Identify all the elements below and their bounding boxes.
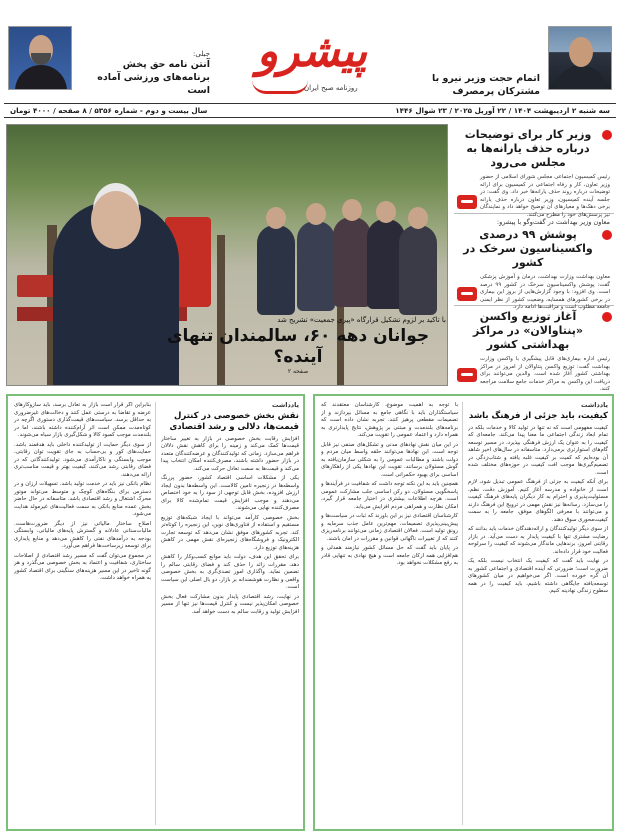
side-story-title: وزیر کار برای توضیحات درباره حذف یارانه‌ها به مجلس می‌رود (464, 128, 592, 169)
side-story-title: آغاز توزیع واکسن «پنتاوالان» در مراکز بهداشتی کشور (473, 310, 583, 351)
issue-date: سه شنبه ۲ اردیبهشت ۱۴۰۴ / ۲۲ آوریل ۲۰۲۵ / ۲۳ شوال ۱۴۴۶ (395, 106, 610, 115)
logo-swoosh (252, 80, 308, 94)
column-divider (155, 402, 156, 825)
newspaper-logo[interactable] (244, 26, 380, 102)
article-paragraph: یکی از مشکلات اساسی اقتصاد کشور، حضور پررنگ واسطه‌ها در زنجیره تامین کالاست. این واسطه‌ها بدون ایجاد ارزش افزوده، بخش قابل توجهی از سود را به خود اختصاص می‌دهند و موجب افزایش قیمت تمام‌شده کالا برای مصرف‌کننده نهایی می‌شوند. (161, 475, 299, 511)
article-paragraph: کیفیت مفهومی است که نه تنها در تولید کالا و خدمات بلکه در تمام ابعاد زندگی اجتماعی ما معنا پیدا می‌کند. جامعه‌ای که کیفیت را به عنوان یک ارزش فرهنگی بپذیرد، در مسیر توسعه گام‌های استوارتری برمی‌دارد. متاسفانه در سال‌های اخیر شاهد آن بوده‌ایم که کمیت بر کیفیت غلبه یافته و شتاب‌زدگی در تصمیم‌گیری‌ها موجب افت کیفیت در حوزه‌های مختلف شده است. (468, 424, 608, 476)
lead-page-ref: صفحه ۲ (287, 368, 309, 375)
bullet-dot-icon (602, 230, 612, 240)
article-paragraph: از سوی دیگر تولیدکنندگان و ارائه‌دهندگان خدمات باید بدانند که رضایت مشتری تنها با کیفیت پایدار به دست می‌آید. در بازار رقابتی امروز، برندهایی ماندگار می‌شوند که کیفیت را سرلوحه فعالیت خود قرار داده‌اند. (468, 526, 608, 555)
headline-teaser-right[interactable]: اتمام حجت وزیر نیرو با مشترکان پرمصرف (432, 73, 540, 97)
article-paragraph: در نهایت باید گفت که کیفیت یک انتخاب نیست بلکه یک ضرورت است؛ ضرورتی که آینده اقتصادی و اجتماعی کشور به آن گره خورده است. اگر می‌خواهیم در میان کشورهای توسعه‌یافته جایگاهی داشته باشیم، باید کیفیت را در همه سطوح زندگی نهادینه کنیم. (468, 558, 608, 594)
article-paragraph: در نهایت، رشد اقتصادی پایدار بدون مشارکت فعال بخش خصوصی امکان‌پذیر نیست و کنترل قیمت‌ها نیز تنها از مسیر افزایش تولید و رقابت سالم به دست خواهد آمد. (161, 593, 299, 615)
article-frame-right (313, 394, 614, 831)
article-paragraph: در مجموع می‌توان گفت که مسیر رشد اقتصادی از اصلاحات ساختاری، شفافیت و اعتماد به بخش خصوصی می‌گذرد و هر گونه تاخیر در این مسیر هزینه‌های سنگینی برای اقتصاد کشور به همراه خواهد داشت. (14, 552, 151, 581)
article-title: کیفیت، باید جزئی از فرهنگ باشد (468, 410, 608, 421)
side-story[interactable] (454, 214, 614, 311)
logo-wordmark: پیشرو (256, 26, 368, 77)
logo-tagline: روزنامه صبح ایران (304, 84, 358, 92)
issue-number: سال بیست و دوم - شماره ۵۳۵۶ / ۸ صفحه / ۴۰۰۰ تومان (10, 106, 208, 115)
publication-logo-icon (457, 368, 477, 382)
article-frame-left (6, 394, 305, 831)
article-paragraph: برای آنکه کیفیت به جزئی از فرهنگ عمومی تبدیل شود، لازم است از خانواده و مدرسه آغاز کنیم. آموزش دقت، نظم، مسئولیت‌پذیری و احترام به کار دیگران پایه‌های فرهنگ کیفیت را می‌سازد. رسانه‌ها نیز نقش مهمی در ترویج این فرهنگ دارند و می‌توانند با معرفی الگوهای موفق، جامعه را به سمت کیفیت‌محوری سوق دهند. (468, 479, 608, 523)
article-paragraph: در این میان نقش نهادهای مدنی و تشکل‌های صنفی نیز قابل توجه است. این نهادها می‌توانند حلقه واسط میان مردم و دولت باشند و مطالبات عمومی را به شکلی سازمان‌یافته به گوش مسئولان برسانند. تقویت این نهادها یکی از راهکارهای اساسی برای بهبود حکمرانی است. (321, 441, 458, 478)
headline-teaser-left[interactable] (80, 50, 210, 97)
bullet-dot-icon (602, 312, 612, 322)
article-culture[interactable] (468, 402, 608, 825)
article-kicker: یادداشت (271, 402, 299, 409)
article-paragraph: نظام بانکی نیز باید در خدمت تولید باشد. تسهیلات ارزان و در دسترس برای بنگاه‌های کوچک و متوسط می‌تواند موتور محرک اشتغال و رشد اقتصادی باشد. متاسفانه در حال حاضر بخش عمده منابع بانکی به سمت فعالیت‌های غیرمولد هدایت می‌شود. (14, 481, 151, 517)
side-story-body: رئیس کمیسیون اجتماعی مجلس شورای اسلامی از حضور وزیر تعاون، کار و رفاه اجتماعی در کمیسیون برای ارائه توضیحات درباره روند حذف یارانه‌ها خبر داد. وی گفت: در جلسه آینده کمیسیون، وزیر تعاون درباره حذف یارانه برخی دهک‌ها و معیارهای آن توضیح خواهد داد و نمایندگان نیز پرسش‌های خود را مطرح می‌کنند. (480, 174, 610, 218)
article-paragraph: اصلاح ساختار مالیاتی نیز از دیگر ضرورت‌هاست. مالیات‌ستانی عادلانه و گسترش پایه‌های مالیاتی، وابستگی بودجه به درآمدهای نفتی را کاهش می‌دهد و منابع پایداری برای توسعه زیرساخت‌ها فراهم می‌آورد. (14, 520, 151, 549)
article-economy[interactable] (161, 402, 299, 825)
teaser-title: آنتن نامه حق پخش برنامه‌های ورزشی آماده است (97, 59, 210, 96)
publication-logo-icon (457, 287, 477, 301)
article-paragraph: برای تحقق این هدف، دولت باید موانع کسب‌وکار را کاهش دهد، مقررات زائد را حذف کند و فضای رقابتی سالم را تضمین نماید. واگذاری امور تصدی‌گری به بخش خصوصی واقعی و نظارت هوشمندانه بر بازار، دو بال اصلی این سیاست است. (161, 554, 299, 590)
dateline-bar (4, 103, 616, 118)
column-divider (462, 402, 463, 825)
side-story[interactable] (454, 124, 614, 218)
side-story[interactable] (454, 306, 614, 393)
side-story-title: پوشش ۹۹ درصدی واکسیناسیون سرخک در کشور (463, 228, 593, 269)
side-story-kicker: معاون وزیر بهداشت در گفت‌وگو با پیشرو: (496, 218, 610, 226)
article-paragraph: در پایان باید گفت که حل مسائل کشور نیازمند همدلی و هم‌افزایی همه ارکان جامعه است و هیچ نهادی به تنهایی قادر به رفع مشکلات نخواهد بود. (321, 545, 458, 566)
bullet-dot-icon (602, 130, 612, 140)
masthead (0, 22, 620, 102)
article-middle[interactable] (321, 402, 458, 825)
article-paragraph: افزایش رقابت بخش خصوصی در بازار به تغییر ساختار قیمت‌ها کمک می‌کند و زمینه را برای کاهش نقش دلالان فراهم می‌سازد. زمانی که تولیدکنندگان و عرضه‌کنندگان متعدد در بازار حضور داشته باشند، مصرف‌کننده امکان انتخاب پیدا می‌کند و قیمت‌ها به سمت تعادل حرکت می‌کند. (161, 435, 299, 472)
article-far-left[interactable] (14, 402, 151, 825)
teaser-kicker: جبلی: (193, 50, 210, 58)
article-paragraph: از سوی دیگر حمایت از تولیدکننده داخلی باید هدفمند باشد. حمایت‌های کور و بی‌حساب به جای تقویت توان رقابتی، موجب وابستگی و ناکارآمدی می‌شود. تولیدکنندگانی که در فضای رقابتی رشد می‌کنند، کیفیت بهتر و قیمت مناسب‌تری ارائه می‌دهند. (14, 441, 151, 478)
side-stories-column (454, 124, 614, 393)
lead-headline: جوانان دهه ۶۰، سالمندان تنهای آینده؟ (166, 326, 430, 367)
article-paragraph: بنابراین اگر قرار است بازار به تعادل برسد، باید سازوکارهای عرضه و تقاضا به درستی عمل کنند و دخالت‌های غیرضروری به حداقل برسد. سیاست‌های قیمت‌گذاری دستوری اگرچه در کوتاه‌مدت ممکن است اثر آرام‌کننده داشته باشند، اما در بلندمدت موجب کمبود کالا و شکل‌گیری بازار سیاه می‌شوند. (14, 402, 151, 438)
lead-kicker: با تاکید بر لزوم تشکیل قرارگاه «پیری جمعیت» تشریح شد (277, 316, 446, 324)
article-paragraph: با توجه به اهمیت موضوع، کارشناسان معتقدند که سیاستگذاران باید با نگاهی جامع به مسائل بپردازند و از تصمیمات مقطعی پرهیز کنند. تجربه نشان داده است که برنامه‌های بلندمدت و مبتنی بر پژوهش، نتایج پایدارتری به همراه دارد و اعتماد عمومی را تقویت می‌کند. (321, 402, 458, 438)
publication-logo-icon (457, 195, 477, 209)
official-photo (8, 26, 72, 90)
article-paragraph: همچنین باید به این نکته توجه داشت که شفافیت در فرآیندها و پاسخگویی مسئولان، دو رکن اساسی جلب مشارکت عمومی است. هرچه اطلاعات بیشتری در اختیار جامعه قرار گیرد، امکان نظارت و همراهی مردم افزایش می‌یابد. (321, 481, 458, 510)
article-kicker: یادداشت (580, 402, 608, 409)
side-story-body: معاون بهداشت وزارت بهداشت، درمان و آموزش پزشکی گفت: پوشش واکسیناسیون سرخک در کشور ۹۹ درصد است. وی افزود: با وجود گزارش‌هایی از بروز این بیماری در برخی کشورهای همسایه، وضعیت کشور از نظر ایمنی جامعه مطلوب است و مراقبت‌ها ادامه دارد. (480, 274, 610, 311)
article-title: نقش بخش خصوصی در کنترل قیمت‌ها، دلالی و رشد اقتصادی (169, 410, 299, 432)
article-paragraph: بخش خصوصی کارآمد می‌تواند با ایجاد شبکه‌های توزیع مستقیم و استفاده از فناوری‌های نوین، این زنجیره را کوتاه‌تر کند. تجربه کشورهای موفق نشان می‌دهد که توسعه تجارت الکترونیک و فروشگاه‌های زنجیره‌ای نقش مهمی در کاهش هزینه‌های توزیع دارد. (161, 514, 299, 551)
lead-caption[interactable] (150, 316, 446, 382)
side-story-body: رئیس اداره بیماری‌های قابل پیشگیری با واکسن وزارت بهداشت گفت: توزیع واکسن پنتاوالان از امروز در مراکز بهداشتی کشور آغاز شده است. والدین می‌توانند برای دریافت این واکسن به مراکز خدمات جامع سلامت مراجعه کنند. (480, 356, 610, 393)
minister-photo (548, 26, 612, 90)
article-paragraph: کارشناسان اقتصادی نیز بر این باورند که ثبات در سیاست‌ها و پیش‌بینی‌پذیری تصمیمات، مهم‌ترین عامل جذب سرمایه و رونق تولید است. فعالان اقتصادی زمانی می‌توانند برنامه‌ریزی کنند که از تغییرات ناگهانی قوانین و مقررات در امان باشند. (321, 513, 458, 542)
